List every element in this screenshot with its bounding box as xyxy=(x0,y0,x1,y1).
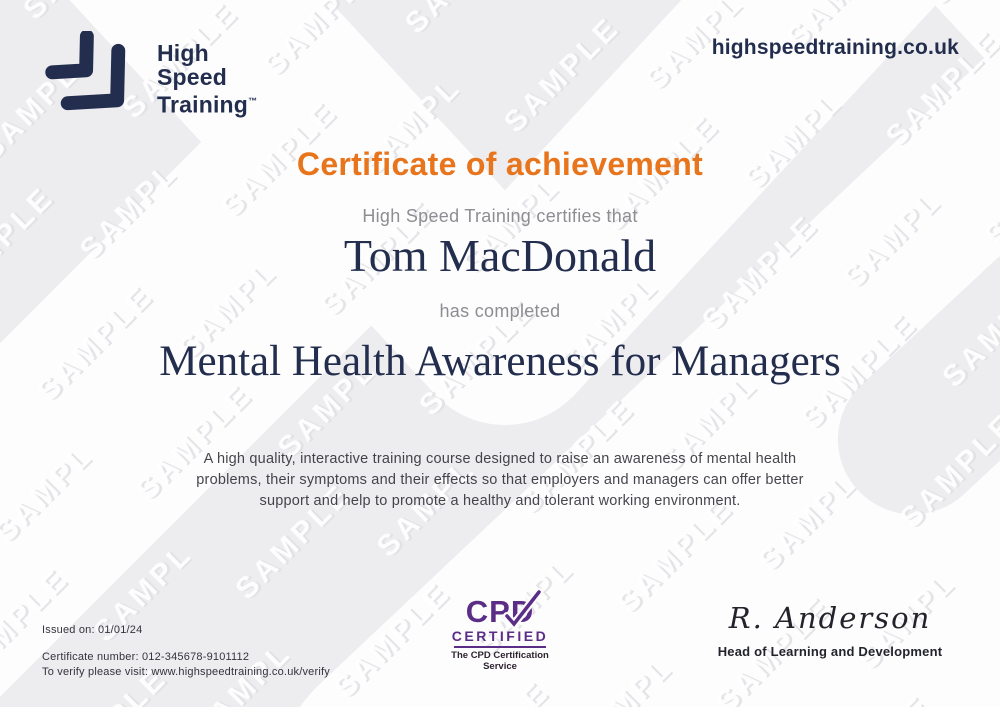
verify-line: To verify please visit: www.highspeedtraining.co.uk/verify xyxy=(42,666,330,678)
cpd-divider xyxy=(454,646,546,648)
cpd-certified-logo xyxy=(440,594,560,672)
description-line-2: problems, their symptoms and their effects so that employers and managers can offer better xyxy=(196,472,804,488)
recipient-name: Tom MacDonald xyxy=(343,230,657,281)
website-url: highspeedtraining.co.uk xyxy=(711,36,959,59)
course-title: Mental Health Awareness for Managers xyxy=(159,338,841,385)
cpd-service-line-2: Service xyxy=(483,660,517,672)
course-description xyxy=(160,449,840,512)
description-line-3: support and help to promote a healthy and tolerant working environment. xyxy=(259,493,741,509)
hst-logo xyxy=(45,31,257,123)
hst-chevron-icon xyxy=(45,31,141,123)
certifies-line: High Speed Training certifies that xyxy=(362,206,638,226)
certificate-number: Certificate number: 012-345678-9101112 xyxy=(42,651,250,663)
signatory-role: Head of Learning and Development xyxy=(717,644,943,659)
issue-details xyxy=(42,623,330,680)
description-line-1: A high quality, interactive training course designed to raise an awareness of mental health xyxy=(203,451,797,467)
cpd-service-line-1: The CPD Certification xyxy=(451,650,549,661)
completed-line: has completed xyxy=(439,301,561,321)
logo-line-high: High xyxy=(157,40,209,66)
signature: R. Anderson xyxy=(728,601,932,635)
hst-logo-text xyxy=(157,41,257,117)
certificate-title: Certificate of achievement xyxy=(296,146,704,182)
cpd-certified-label: CERTIFIED xyxy=(451,628,549,644)
trademark-symbol: ™ xyxy=(248,96,258,106)
issued-on: Issued on: 01/01/24 xyxy=(42,624,143,636)
logo-line-training: Training™ xyxy=(157,91,258,118)
logo-line-speed: Speed xyxy=(157,64,228,90)
cpd-service-label xyxy=(440,651,560,672)
cpd-acronym: CPD xyxy=(440,597,560,627)
signature-block xyxy=(700,601,960,659)
